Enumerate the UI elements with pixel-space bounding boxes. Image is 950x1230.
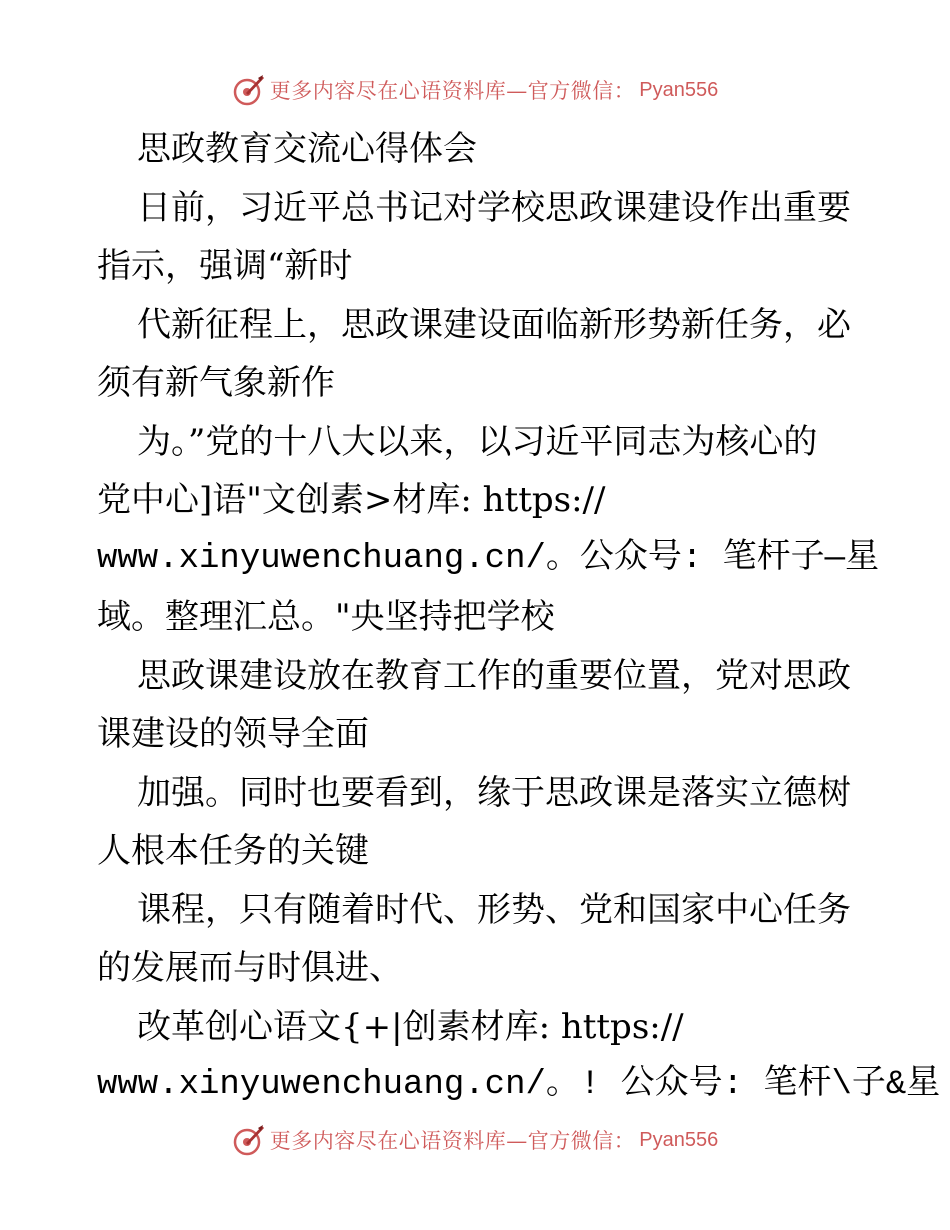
text-line: 为。”党的十八大以来，以习近平同志为核心的 (137, 421, 818, 462)
text-line: 改革创心语文{+|创素材库: https:// (137, 1006, 684, 1047)
text-line: 须有新气象新作 (97, 363, 335, 403)
text-line: 人根本任务的关键 (97, 831, 369, 871)
text-line: 日前，习近平总书记对学校思政课建设作出重要 (137, 187, 851, 228)
text-line: 代新征程上，思政课建设面临新形势新任务，必 (137, 304, 851, 345)
text-line: 的发展而与时俱进、 (97, 948, 403, 988)
footer-banner (0, 1120, 950, 1160)
text-line-url: www.xinyuwenchuang.cn/。公众号: 笔杆子—星 (97, 539, 880, 578)
text-line-url: www.xinyuwenchuang.cn/。! 公众号: 笔杆\子&星 (97, 1066, 941, 1104)
header-banner-wechat-id: Pyan556 (639, 78, 719, 101)
text-line: 加强。同时也要看到，缘于思政课是落实立德树 (137, 772, 851, 813)
text-line: 指示，强调“新时 (97, 246, 353, 286)
header-banner (0, 70, 950, 110)
header-banner-content (232, 73, 718, 107)
quill-logo-icon (232, 1123, 266, 1157)
text-line: 课建设的领导全面 (97, 714, 369, 754)
footer-banner-content (232, 1123, 718, 1157)
header-banner-text: 更多内容尽在心语资料库—官方微信： (269, 79, 636, 103)
footer-banner-text: 更多内容尽在心语资料库—官方微信： (269, 1129, 636, 1153)
text-line: 域。整理汇总。"央坚持把学校 (97, 597, 555, 637)
text-line: 思政课建设放在教育工作的重要位置，党对思政 (137, 655, 851, 696)
text-line: 课程，只有随着时代、形势、党和国家中心任务 (137, 889, 851, 930)
document-body (97, 120, 941, 1115)
text-line: 党中心]语"文创素>材库: https:// (97, 480, 606, 520)
quill-logo-icon (232, 73, 266, 107)
footer-banner-wechat-id: Pyan556 (639, 1128, 719, 1151)
document-title: 思政教育交流心得体会 (137, 129, 477, 169)
